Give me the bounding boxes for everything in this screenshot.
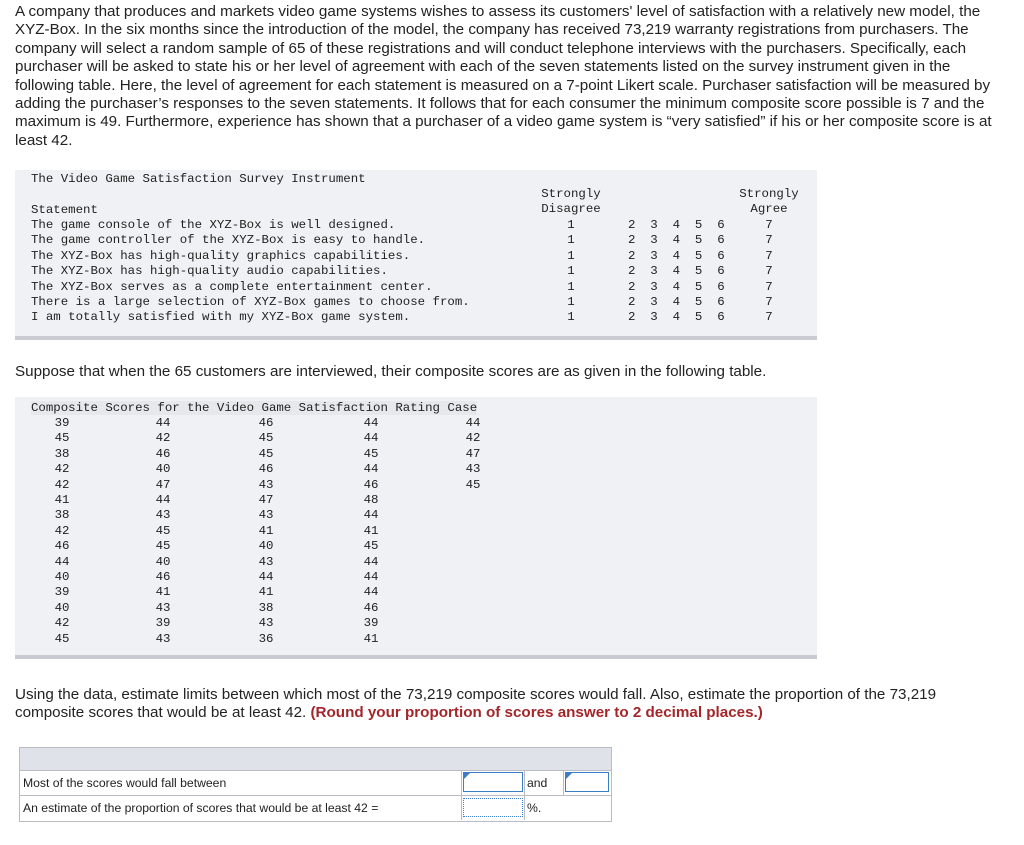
score-cell: 48 (363, 493, 379, 507)
score-cell: 41 (363, 523, 379, 538)
score-cell: 42 (155, 431, 171, 446)
scores-title: Composite Scores for the Video Game Satisfaction Rating Case (31, 401, 478, 415)
survey-statement: The game controller of the XYZ-Box is easy to handle. (31, 233, 426, 248)
scale-values-2-6: 2 3 4 5 6 (628, 264, 725, 279)
scale-values-2-6: 2 3 4 5 6 (628, 310, 725, 325)
score-cell: 44 (155, 416, 171, 430)
survey-row (15, 249, 817, 264)
question-text (15, 686, 1005, 723)
strongly-agree-header (734, 187, 804, 217)
limits-label: Most of the scores would fall between (23, 776, 227, 790)
score-cell: 44 (54, 554, 70, 569)
score-cell: 44 (258, 570, 274, 584)
score-cell: 43 (258, 508, 274, 523)
proportion-label: An estimate of the proportion of scores that would be at least 42 = (23, 801, 379, 815)
score-cell: 41 (155, 585, 171, 600)
score-cell: 44 (465, 416, 481, 430)
strongly-agree-line1: Strongly (739, 187, 799, 201)
scale-value-7: 7 (765, 310, 773, 325)
score-cell: 45 (363, 446, 379, 461)
score-cell: 41 (363, 631, 379, 646)
survey-title: The Video Game Satisfaction Survey Instrument (31, 172, 366, 186)
score-cell: 40 (54, 600, 70, 615)
score-cell: 38 (54, 446, 70, 461)
score-cell: 46 (155, 570, 171, 584)
cell-divider (563, 771, 564, 795)
survey-statement: There is a large selection of XYZ-Box games to choose from. (31, 295, 470, 309)
score-cell: 45 (155, 523, 171, 538)
cell-divider (524, 771, 525, 795)
score-cell: 38 (258, 600, 274, 615)
score-cell: 38 (54, 508, 70, 523)
score-cell: 43 (155, 508, 171, 523)
score-cell: 46 (54, 539, 70, 554)
survey-row (15, 233, 817, 248)
score-cell: 43 (465, 462, 481, 477)
score-cell: 45 (258, 446, 274, 461)
scale-value-1: 1 (567, 233, 575, 248)
strongly-disagree-line2: Disagree (541, 202, 601, 216)
score-cell: 40 (54, 570, 70, 584)
score-cell: 43 (155, 600, 171, 615)
survey-row (15, 295, 817, 310)
score-cell: 43 (258, 554, 274, 569)
and-label: and (527, 776, 548, 790)
score-cell: 41 (258, 523, 274, 538)
composite-scores-table (15, 397, 817, 659)
score-cell: 44 (155, 493, 171, 507)
survey-instrument-table (15, 170, 817, 340)
score-cell: 43 (155, 631, 171, 646)
score-cell: 44 (363, 416, 379, 430)
score-cell: 44 (363, 462, 379, 477)
score-cell: 45 (54, 631, 70, 646)
score-cell: 44 (363, 508, 379, 523)
score-cell: 42 (465, 431, 481, 446)
score-cell: 40 (258, 539, 274, 554)
flag-icon (566, 773, 572, 779)
score-cell: 45 (465, 477, 481, 492)
cell-divider (524, 796, 525, 820)
score-cell: 46 (363, 477, 379, 492)
question-body: Using the data, estimate limits between which most of the 73,219 composite scores would fall. Also, estimate the proportion of the 73,219 composite scores that would be at least 42. (15, 686, 937, 722)
score-cell: 42 (54, 616, 70, 631)
scale-values-2-6: 2 3 4 5 6 (628, 233, 725, 248)
survey-statement: The game console of the XYZ-Box is well designed. (31, 218, 396, 232)
score-cell: 42 (54, 477, 70, 492)
survey-statement: I am totally satisfied with my XYZ-Box game system. (31, 310, 411, 325)
score-cell: 44 (363, 431, 379, 446)
survey-statement: The XYZ-Box has high-quality audio capabilities. (31, 264, 388, 279)
survey-row (15, 310, 817, 325)
percent-label: %. (527, 801, 542, 815)
score-cell: 40 (155, 462, 171, 477)
proportion-input[interactable] (463, 798, 523, 817)
score-cell: 44 (363, 585, 379, 600)
score-cell: 47 (155, 477, 171, 492)
score-cell: 47 (258, 493, 274, 507)
score-cell: 45 (54, 431, 70, 446)
scale-value-1: 1 (567, 279, 575, 294)
survey-row (15, 280, 817, 295)
strongly-disagree-line1: Strongly (541, 187, 601, 201)
score-cell: 47 (465, 446, 481, 461)
scale-value-7: 7 (765, 295, 773, 309)
survey-statement: The XYZ-Box serves as a complete entertainment center. (31, 279, 433, 294)
scale-value-7: 7 (765, 233, 773, 248)
score-cell: 45 (363, 539, 379, 554)
flag-icon (464, 773, 470, 779)
score-cell: 42 (54, 462, 70, 477)
answer-table (19, 747, 612, 822)
answer-row-limits (20, 770, 611, 795)
score-cell: 45 (155, 539, 171, 554)
score-cell: 46 (363, 600, 379, 615)
scale-value-1: 1 (567, 218, 575, 232)
score-cell: 39 (363, 616, 379, 631)
answer-row-proportion (20, 795, 611, 820)
scale-value-1: 1 (567, 295, 575, 309)
score-cell: 41 (54, 493, 70, 507)
scale-value-1: 1 (567, 248, 575, 263)
cell-divider (461, 796, 462, 820)
score-cell: 39 (54, 585, 70, 600)
survey-row (15, 264, 817, 279)
survey-statement: The XYZ-Box has high-quality graphics capabilities. (31, 248, 411, 263)
score-cell: 39 (54, 416, 70, 430)
cell-divider (461, 771, 462, 795)
scale-value-7: 7 (765, 218, 773, 232)
score-cell: 44 (363, 570, 379, 584)
rounding-instruction: (Round your proportion of scores answer to 2 decimal places.) (310, 704, 763, 722)
score-cell: 46 (258, 416, 274, 430)
score-cell: 42 (54, 523, 70, 538)
strongly-disagree-header (536, 187, 606, 217)
scale-values-2-6: 2 3 4 5 6 (628, 218, 725, 232)
scale-value-1: 1 (567, 310, 575, 325)
scale-value-7: 7 (765, 248, 773, 263)
score-cell: 39 (155, 616, 171, 631)
lower-limit-input[interactable] (463, 772, 523, 792)
score-cell: 46 (258, 462, 274, 477)
scale-values-2-6: 2 3 4 5 6 (628, 295, 725, 309)
scale-value-1: 1 (567, 264, 575, 279)
scale-value-7: 7 (765, 264, 773, 279)
scale-value-7: 7 (765, 279, 773, 294)
score-cell: 43 (258, 477, 274, 492)
answer-table-header (20, 748, 611, 771)
strongly-agree-line2: Agree (750, 202, 788, 216)
survey-row (15, 218, 817, 233)
statement-header: Statement (31, 203, 98, 217)
score-cell: 44 (363, 554, 379, 569)
score-cell: 40 (155, 554, 171, 569)
suppose-text: Suppose that when the 65 customers are interviewed, their composite scores are as given in the following table. (15, 363, 767, 380)
scale-values-2-6: 2 3 4 5 6 (628, 279, 725, 294)
upper-limit-input[interactable] (565, 772, 609, 792)
score-cell: 45 (258, 431, 274, 446)
scale-values-2-6: 2 3 4 5 6 (628, 248, 725, 263)
problem-intro: A company that produces and markets video game systems wishes to assess its customers' level of satisfaction with a relatively new model, the XYZ-Box. In the six months since the introduction of the model, the company has received 73,219 warranty registrations from purchasers. The company will select a random sample of 65 of these registrations and will conduct telephone interviews with the purchasers. Specifically, each purchaser will be asked to state his or her level of agreement with each of the seven statements listed on the survey instrument given in the following table. Here, the level of agreement for each statement is measured on a 7-point Likert scale. Purchaser satisfaction will be measured by adding the purchaser’s responses to the seven statements. It follows that for each consumer the minimum composite score possible is 7 and the maximum is 49. Furthermore, experience has shown that a purchaser of a video game system is “very satisfied” if his or her composite score is at least 42. (15, 3, 992, 149)
score-cell: 41 (258, 585, 274, 600)
score-cell: 43 (258, 616, 274, 631)
score-cell: 36 (258, 631, 274, 646)
score-cell: 46 (155, 446, 171, 461)
